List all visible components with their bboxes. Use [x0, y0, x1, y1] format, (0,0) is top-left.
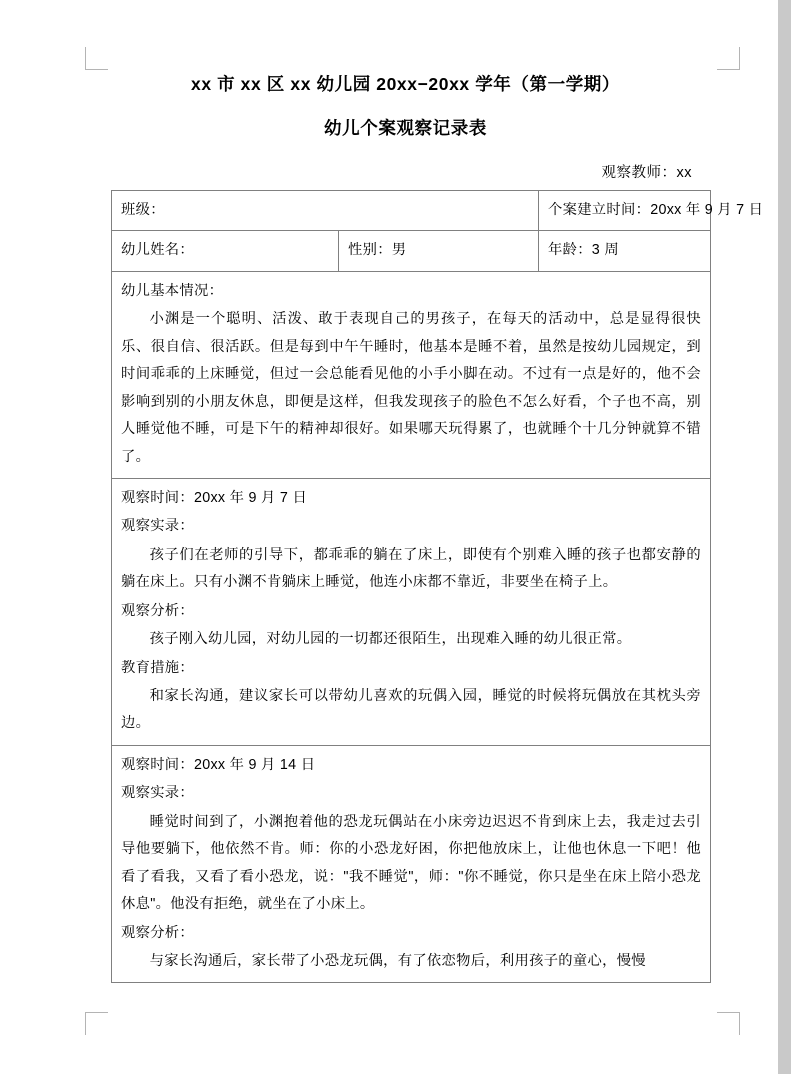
observation-2-analysis-heading: 观察分析：: [121, 924, 194, 941]
gender-cell[interactable]: 性别：男: [339, 231, 539, 271]
table-row-name-gender-age: [112, 231, 711, 271]
observing-teacher-line: 观察教师：xx: [601, 165, 692, 181]
document-title-line-1: xx 市 xx 区 xx 幼儿园 20xx−20xx 学年（第一学期）: [190, 74, 620, 94]
observation-record-table: [111, 190, 764, 983]
observation-2-cell[interactable]: [112, 745, 711, 983]
table-row-observation-1: [112, 478, 711, 745]
observation-2-time: 观察时间：20xx 年 9 月 14 日: [121, 756, 316, 773]
basic-situation-heading: 幼儿基本情况：: [121, 282, 224, 299]
table-row-observation-2: [112, 745, 711, 983]
observation-1-measures-heading: 教育措施：: [121, 659, 194, 676]
document-body: [101, 62, 764, 983]
page-right-margin: [791, 0, 800, 1074]
observation-2-analysis-body: 与家长沟通后，家长带了小恐龙玩偶，有了依恋物后，利用孩子的童心，慢慢: [149, 952, 646, 969]
observation-1-analysis-heading: 观察分析：: [121, 602, 194, 619]
observation-1-time: 观察时间：20xx 年 9 月 7 日: [121, 489, 308, 506]
page-sheet: [10, 0, 778, 1074]
observation-2-record-heading: 观察实录：: [121, 785, 194, 802]
document-title-line-2: 幼儿个案观察记录表: [324, 117, 487, 138]
table-row-basic-situation: [112, 271, 711, 478]
page-right-edge-bar[interactable]: [778, 0, 791, 1074]
observation-1-analysis-body: 孩子刚入幼儿园，对幼儿园的一切都还很陌生，出现难入睡的幼儿很正常。: [149, 631, 632, 648]
age-cell[interactable]: 年龄：3 周: [539, 231, 711, 271]
observation-2-record-body: 睡觉时间到了，小渊抱着他的恐龙玩偶站在小床旁边迟迟不肯到床上去，我走过去引导他要躺下，他依然不肯。师：你的小恐龙好困，你把他放床上，让他也休息一下吧！他看了看我，又看了看小恐龙，说："我不睡觉"，师："你不睡觉，你只是坐在床上陪小恐龙休息"。他没有拒绝，就坐在了小床上。: [121, 813, 702, 913]
class-cell[interactable]: 班级：: [112, 191, 539, 231]
crop-mark-top-right: [717, 47, 740, 70]
observation-1-record-heading: 观察实录：: [121, 518, 194, 535]
case-created-cell[interactable]: 个案建立时间：20xx 年 9 月 7 日: [539, 191, 711, 231]
crop-mark-bottom-right: [717, 1012, 740, 1035]
observation-1-measures-body: 和家长沟通，建议家长可以带幼儿喜欢的玩偶入园，睡觉的时候将玩偶放在其枕头旁边。: [121, 688, 702, 732]
basic-situation-body: 小渊是一个聪明、活泼、敢于表现自己的男孩子，在每天的活动中，总是显得很快乐、很自信、很活跃。但是每到中午午睡时，他基本是睡不着，虽然是按幼儿园规定，到时间乖乖的上床睡觉，但过一会总能看见他的小手小脚在动。不过有一点是好的，他不会影响到别的小朋友休息，即便是这样，但我发现孩子的脸色不怎么好看，个子也不高，别人睡觉他不睡，可是下午的精神却很好。如果哪天玩得累了，也就睡个十几分钟就算不错了。: [121, 311, 702, 465]
table-row-class-and-created: [112, 191, 711, 231]
observation-1-record-body: 孩子们在老师的引导下，都乖乖的躺在了床上，即使有个别难入睡的孩子也都安静的躺在床上。只有小渊不肯躺床上睡觉，他连小床都不靠近，非要坐在椅子上。: [121, 546, 702, 591]
observation-1-cell[interactable]: [112, 478, 711, 745]
basic-situation-cell[interactable]: [112, 271, 711, 478]
crop-mark-bottom-left: [85, 1012, 108, 1035]
child-name-cell[interactable]: 幼儿姓名：: [112, 231, 339, 271]
